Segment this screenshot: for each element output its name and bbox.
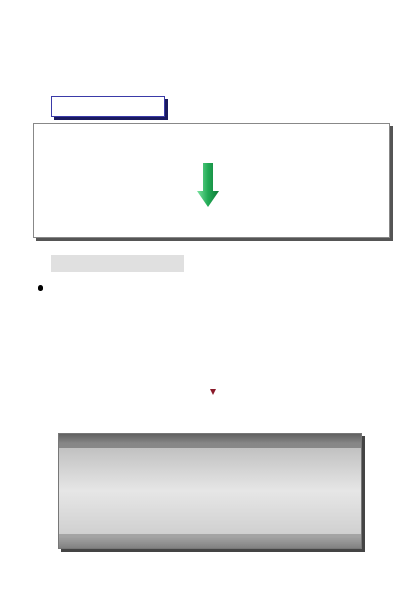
section-label-box	[51, 96, 165, 117]
down-arrow-icon	[197, 163, 219, 207]
bullet-icon	[38, 286, 43, 291]
down-triangle-icon	[210, 389, 216, 395]
ruler-image	[58, 433, 362, 549]
principe-heading-box	[51, 255, 184, 272]
principle-list	[36, 280, 366, 281]
